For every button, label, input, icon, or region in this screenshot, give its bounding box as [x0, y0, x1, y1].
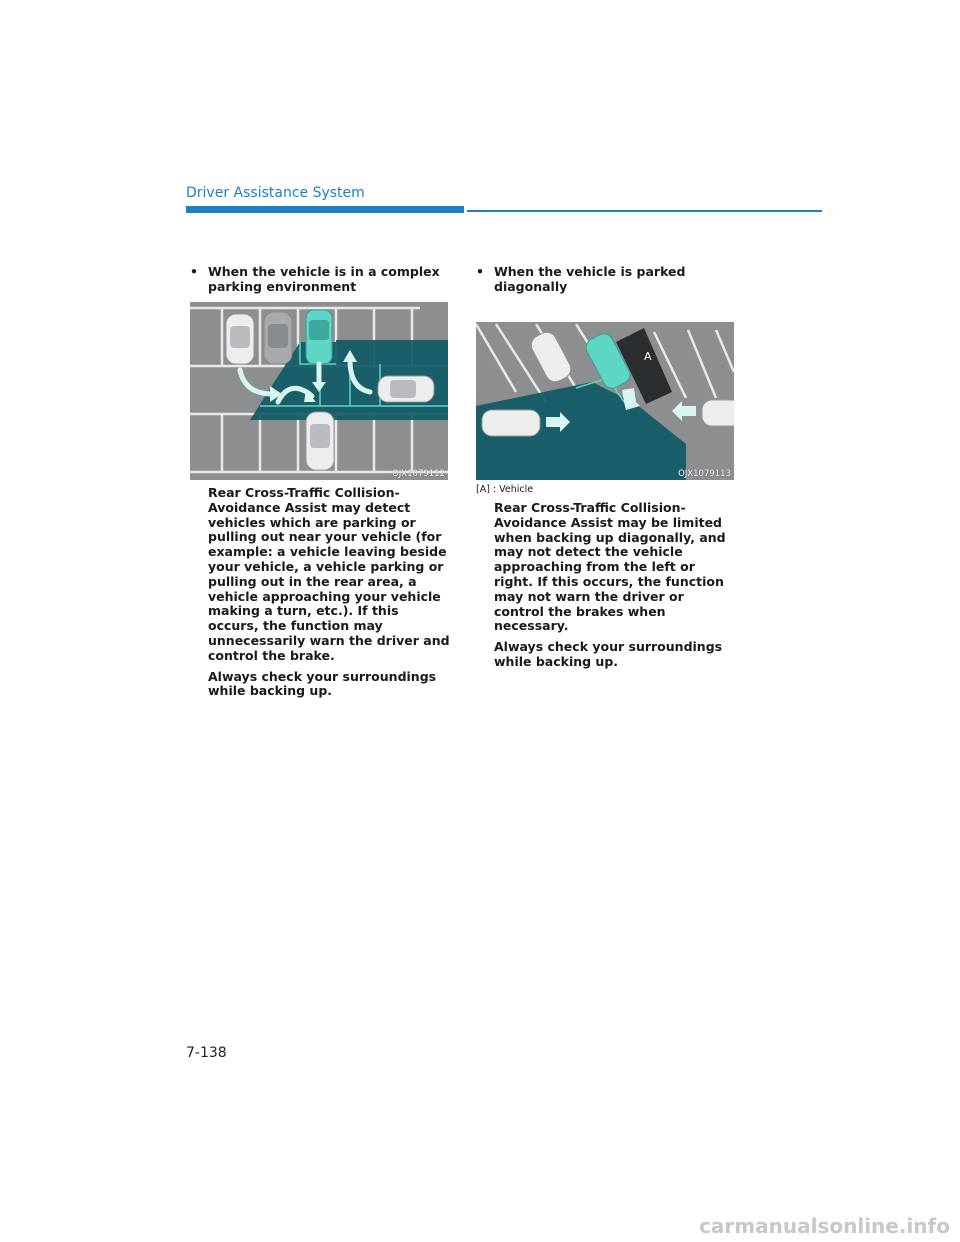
header-bar	[186, 206, 464, 213]
left-paragraph-1: Rear Cross-Traffic Collision-Avoidance Assist may detect vehicles which are parking or pulling out near your vehicle (for example: a vehicle leaving beside your vehicle, a vehicle parking or pulling out in the rear area, a vehicle approaching your vehicle making a turn, etc.). If this occurs, the function may unnecessarily warn the driver and control the brake.	[208, 485, 450, 663]
bullet-diagonal-parking	[476, 264, 738, 294]
figure-diagonal-parking	[476, 302, 734, 480]
bullet-text: When the vehicle is in a complex parking environment	[208, 264, 440, 294]
diagonal-parking-illustration	[476, 302, 734, 480]
figure-code: OJX1079113	[678, 469, 731, 479]
bullet-dot: •	[476, 264, 484, 279]
section-title: Driver Assistance System	[186, 185, 365, 201]
figure-code: OJX1079112	[392, 469, 445, 479]
right-column	[476, 264, 738, 676]
right-paragraph-1: Rear Cross-Traffic Collision-Avoidance Assist may be limited when backing up diagonally, and may not detect the vehicle approaching from the left or right. If this occurs, the function may not warn the driver or control the brakes when necessary.	[494, 500, 726, 634]
bullet-text: When the vehicle is parked diagonally	[494, 264, 686, 294]
left-column	[190, 264, 452, 705]
figure-complex-parking	[190, 302, 448, 480]
vehicle-a-label: A	[644, 350, 652, 363]
right-paragraph-2: Always check your surroundings while backing up.	[494, 639, 723, 669]
bullet-complex-parking	[190, 264, 452, 294]
complex-parking-illustration	[190, 302, 448, 480]
page-number: 7-138	[186, 1045, 227, 1061]
left-paragraph-2: Always check your surroundings while backing up.	[208, 668, 437, 699]
right-body-text	[476, 501, 738, 670]
left-body-text	[190, 486, 452, 699]
figure-caption: [A] : Vehicle	[476, 484, 534, 495]
header-rule	[467, 210, 822, 212]
watermark: carmanualsonline.info	[699, 1214, 950, 1238]
bullet-dot: •	[190, 264, 198, 279]
